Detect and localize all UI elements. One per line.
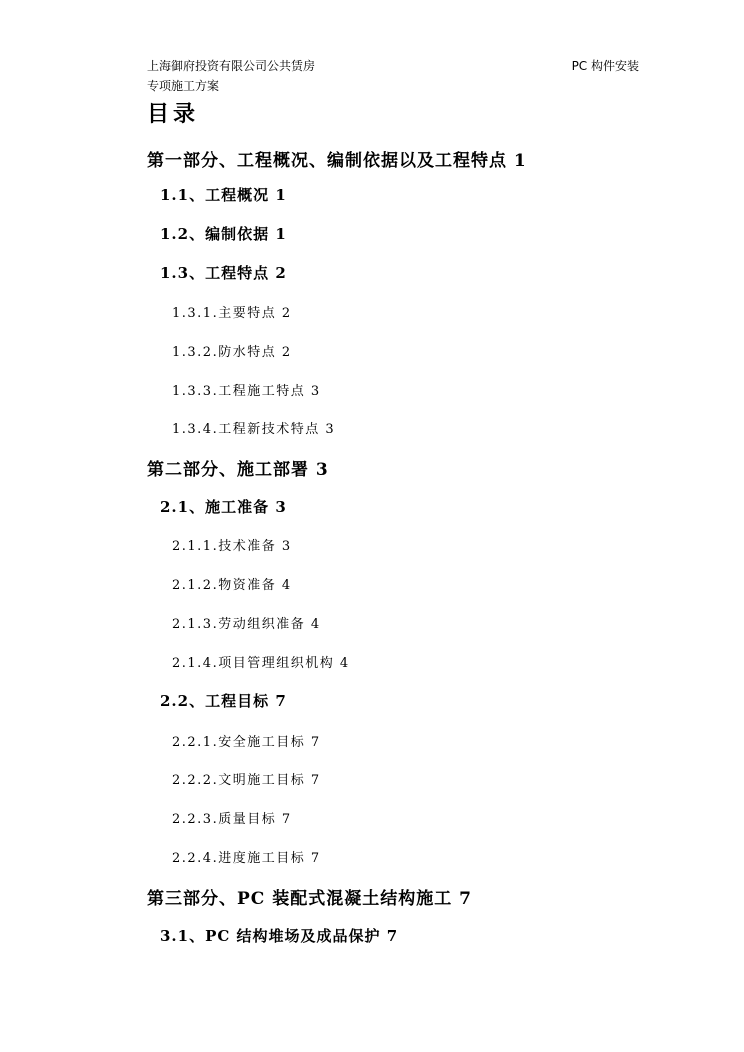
toc-entry-1-3-1[interactable]: 1.3.1.主要特点 2 (172, 306, 292, 321)
toc-entry-2-1-2[interactable]: 2.1.2.物资准备 4 (172, 578, 292, 593)
toc-entry-part-2[interactable]: 第二部分、施工部署 3 (147, 460, 329, 480)
toc-entry-1-1[interactable]: 1.1、工程概况 1 (160, 186, 287, 204)
toc-entry-1-3-4[interactable]: 1.3.4.工程新技术特点 3 (172, 422, 336, 437)
header-company: 上海御府投资有限公司公共赁房 (147, 59, 316, 73)
toc-entry-1-2[interactable]: 1.2、编制依据 1 (160, 225, 287, 243)
toc-entry-2-2-1[interactable]: 2.2.1.安全施工目标 7 (172, 735, 321, 750)
header-doc-type: 专项施工方案 (147, 79, 220, 93)
header-right: PC 构件安装 (571, 59, 639, 73)
toc-entry-2-1-3[interactable]: 2.1.3.劳动组织准备 4 (172, 617, 321, 632)
toc-entry-part-1[interactable]: 第一部分、工程概况、编制依据以及工程特点 1 (147, 151, 527, 171)
toc-entry-1-3-2[interactable]: 1.3.2.防水特点 2 (172, 345, 292, 360)
toc-entry-3-1[interactable]: 3.1、PC 结构堆场及成品保护 7 (160, 927, 399, 945)
toc-entry-2-1-4[interactable]: 2.1.4.项目管理组织机构 4 (172, 656, 350, 671)
toc-title: 目录 (147, 102, 200, 127)
toc-entry-2-2[interactable]: 2.2、工程目标 7 (160, 692, 287, 710)
toc-entry-part-3[interactable]: 第三部分、PC 装配式混凝土结构施工 7 (147, 889, 472, 909)
toc-entry-2-2-2[interactable]: 2.2.2.文明施工目标 7 (172, 773, 321, 788)
toc-entry-1-3[interactable]: 1.3、工程特点 2 (160, 264, 287, 282)
toc-entry-2-2-4[interactable]: 2.2.4.进度施工目标 7 (172, 851, 321, 866)
toc-entry-1-3-3[interactable]: 1.3.3.工程施工特点 3 (172, 384, 321, 399)
toc-entry-2-1[interactable]: 2.1、施工准备 3 (160, 498, 287, 516)
header-left (147, 56, 407, 96)
toc-entry-2-2-3[interactable]: 2.2.3.质量目标 7 (172, 812, 292, 827)
toc-entry-2-1-1[interactable]: 2.1.1.技术准备 3 (172, 539, 292, 554)
